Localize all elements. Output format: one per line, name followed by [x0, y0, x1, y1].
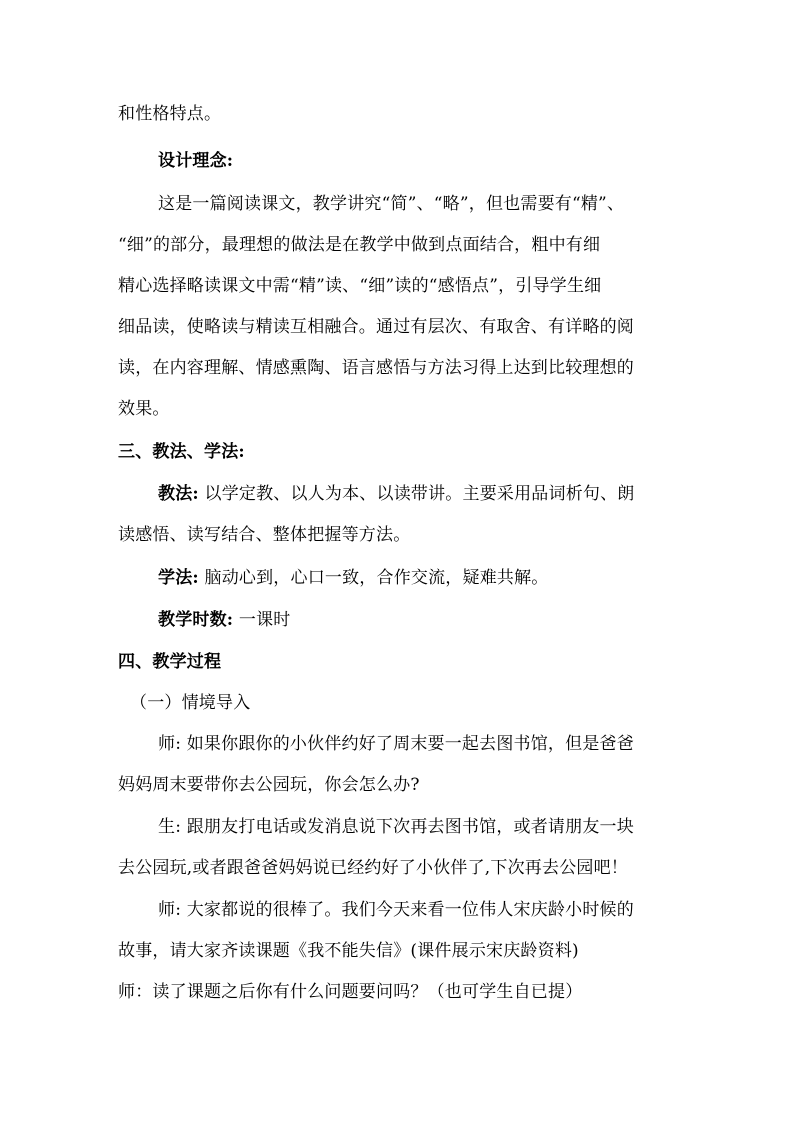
text-line: 和性格特点。: [118, 104, 222, 124]
label-teaching-hours: 教学时数:: [158, 610, 234, 630]
text-line: 妈妈周末要带你去公园玩，你会怎么办?: [118, 775, 420, 795]
text-fragment: 以学定教、以人为本、以读带讲。主要采用品词析句、朗: [204, 484, 635, 504]
section-heading-methods: 三、教法、学法:: [118, 442, 245, 462]
text-fragment: 一课时: [238, 610, 291, 630]
text-line: 故事，请大家齐读课题《我不能失信》(课件展示宋庆龄资料): [118, 941, 579, 961]
text-line: 师: 大家都说的很棒了。我们今天来看一位伟人宋庆龄小时候的: [158, 900, 634, 920]
label-teaching-method: 教法:: [158, 484, 199, 504]
text-line: 读感悟、读写结合、整体把握等方法。: [118, 525, 411, 545]
text-line: 师: 如果你跟你的小伙伴约好了周末要一起去图书馆，但是爸爸: [158, 734, 634, 754]
text-line: [158, 609, 718, 631]
text-line: 生: 跟朋友打电话或发消息说下次再去图书馆，或者请朋友一块: [158, 817, 634, 837]
text-line: 细品读，使略读与精读互相融合。通过有层次、有取舍、有详略的阅: [118, 317, 634, 337]
subsection-heading: （一）情境导入: [130, 693, 251, 713]
text-line: [158, 567, 718, 589]
section-heading-process: 四、教学过程: [118, 652, 222, 672]
text-line: 效果。: [118, 399, 170, 419]
text-fragment: 脑动心到，心口一致，合作交流，疑难共解。: [204, 568, 549, 588]
text-line: 这是一篇阅读课文，教学讲究“简”、“略”，但也需要有“精”、: [158, 194, 625, 214]
section-heading-design-concept: 设计理念:: [158, 151, 234, 171]
text-line: [158, 483, 718, 505]
label-learning-method: 学法:: [158, 568, 199, 588]
text-line: 精心选择略读课文中需“精”读、“细”读的“感悟点”，引导学生细: [118, 276, 602, 296]
text-line: 师：读了课题之后你有什么问题要问吗？（也可学生自已提）: [118, 982, 583, 1002]
text-line: 去公园玩,或者跟爸爸妈妈说已经约好了小伙伴了,下次再去公园吧！: [118, 858, 629, 878]
text-line: “细”的部分，最理想的做法是在教学中做到点面结合，粗中有细: [118, 235, 601, 255]
text-line: 读，在内容理解、情感熏陶、语言感悟与方法习得上达到比较理想的: [118, 358, 634, 378]
